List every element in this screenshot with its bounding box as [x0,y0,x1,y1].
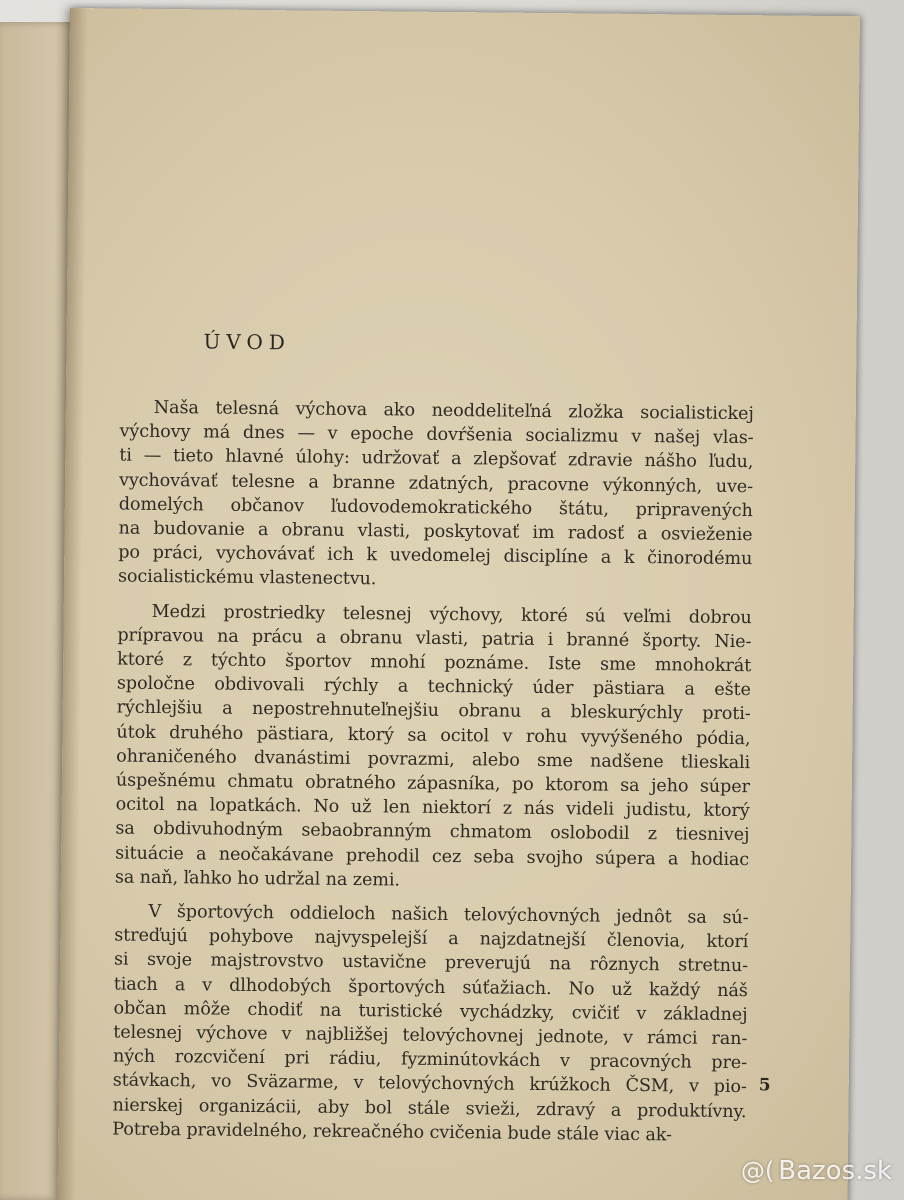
text-line: si svoje majstrovstvo ustavične preverujú na rôznych stretnu- [113,949,749,977]
text-line: nierskej organizácii, aby bol stále svieži, zdravý a produktívny. [112,1095,747,1122]
page-number: 5 [758,1075,771,1096]
paragraph [112,900,748,1149]
text-line: streďujú pohybove najvyspelejší a najzdatnejší členovia, ktorí [114,925,749,953]
text-line: Medzi prostriedky telesnej výchovy, ktoré sú veľmi dobrou [151,601,752,628]
at-spiral-icon: @( [740,1157,775,1185]
paragraph [118,396,754,596]
text-line: spoločne obdivovali rýchly a technický úder pästiara a ešte [116,673,751,701]
text-line: ktoré z týchto športov mnohí poznáme. Iste sme mnohokrát [117,649,752,677]
text-line: rýchlejšiu a nepostrehnuteľnejšiu obranu a bleskurýchly proti- [116,697,751,725]
text-line: občan môže chodiť na turistické vychádzky, cvičiť v základnej [113,998,748,1026]
text-line: stávkach, vo Sväzarme, v telovýchovných krúžkoch ČSM, v pio- [112,1070,747,1098]
text-line: ocitol na lopatkách. No už len niektorí z nás videli judistu, ktorý [115,794,750,822]
text-line: ti — tieto hlavné úlohy: udržovať a zlepšovať zdravie nášho ľudu, [119,445,754,473]
text-line: ohraničeného dvanástimi povrazmi, alebo sme nadšene tlieskali [116,746,751,774]
text-line: Naša telesná výchova ako neoddeliteľná zložka socialistickej [153,397,754,425]
text-line: po práci, vychovávať ich k uvedomelej disciplíne a k činorodému [118,542,753,570]
text-line: situácie a neočakávane prehodil cez seba svojho súpera a hodiac [115,843,750,870]
text-line: telesnej výchove v najbližšej telovýchovnej jednote, v rámci ran- [113,1022,748,1050]
text-line: V športových oddieloch našich telovýchovných jednôt sa sú- [148,901,749,929]
text-line: ných rozcvičení pri rádiu, fyzminútovkách v pracovných pre- [112,1046,748,1074]
book-page [58,8,860,1200]
text-line: socialistickému vlastenectvu. [117,566,377,590]
text-line: vychovávať telesne a branne zdatných, pracovne výkonných, uve- [118,470,754,497]
paragraph [115,599,752,896]
text-line: výchovy má dnes — v epoche dovŕšenia socializmu v našej vlas- [119,421,754,449]
chapter-heading: ÚVOD [203,329,292,355]
text-line: prípravou na prácu a obranu vlasti, patria i branné športy. Nie- [117,625,752,652]
text-line: domelých občanov ľudovodemokratického štátu, pripravených [118,494,753,521]
text-line: tiach a v dlhodobých športových súťažiach. No už každý náš [113,974,748,1001]
text-line: úspešnému chmatu obratného zápasníka, po ktorom sa jeho súper [115,770,750,798]
body-text [112,396,754,1159]
text-line: sa obdivuhodným sebaobranným chmatom oslobodil z tiesnivej [115,818,750,846]
text-line: sa naň, ľahko ho udržal na zemi. [114,867,401,891]
watermark [741,1156,892,1186]
watermark-text: Bazos.sk [778,1156,892,1186]
text-line: na budovanie a obranu vlasti, poskytovať im radosť a osvieženie [118,518,753,546]
text-line: Potreba pravidelného, rekreačného cvičenia bude stále viac ak- [112,1119,672,1146]
text-line: útok druhého pästiara, ktorý sa ocitol v rohu vyvýšeného pódia, [116,722,751,749]
